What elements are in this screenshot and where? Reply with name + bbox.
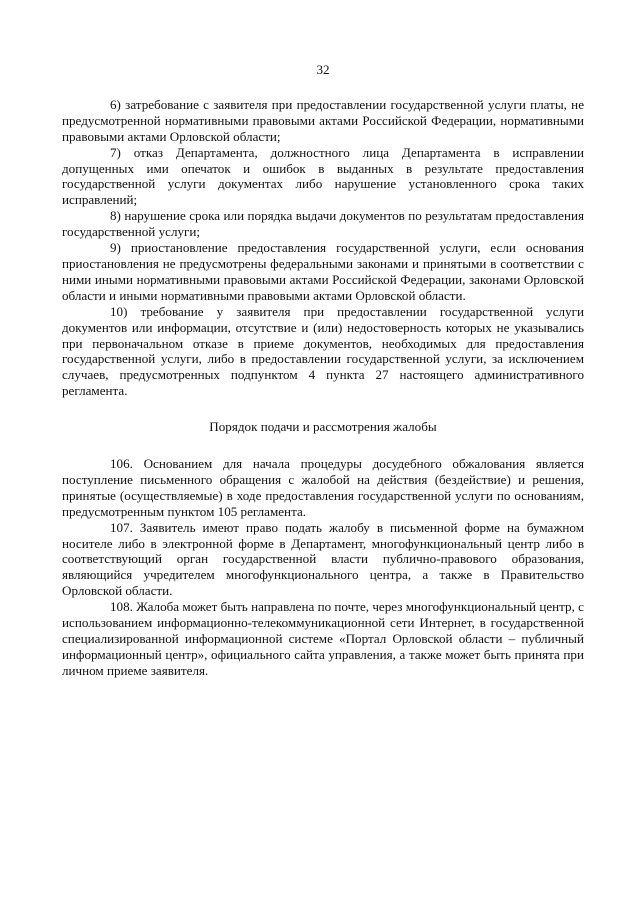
list-item-9: 9) приостановление предоставления государственной услуги, если основания приостановления не предусмотрены федеральными законами и принятыми в соответствии с ними иными нормативными правовыми актами Российской Федерации, законами Орловской области и иными нормативными правовыми актами Орловской области. <box>62 240 584 303</box>
paragraph-106: 106. Основанием для начала процедуры досудебного обжалования является поступление письменного обращения с жалобой на действия (бездействие) и решения, принятые (осуществляемые) в ходе предоставления государственной услуги по основаниям, предусмотренным пунктом 105 регламента. <box>62 456 584 519</box>
list-item-6: 6) затребование с заявителя при предоставлении государственной услуги платы, не предусмотренной нормативными правовыми актами Российской Федерации, нормативными правовыми актами Орловской области; <box>62 96 584 144</box>
paragraph-108: 108. Жалоба может быть направлена по почте, через многофункциональный центр, с использованием информационно-телекоммуникационной сети Интернет, в государственной специализированной информационной системе «Портал Орловской области – публичный информационный центр», официального сайта управления, а также может быть принята при личном приеме заявителя. <box>62 599 584 678</box>
page-number: 32 <box>316 62 330 77</box>
section-heading: Порядок подачи и рассмотрения жалобы <box>209 419 437 435</box>
list-item-7: 7) отказ Департамента, должностного лица Департамента в исправлении допущенных ими опечаток и ошибок в выданных в результате предоставления государственной услуги документах либо нарушение установленного срока таких исправлений; <box>62 144 584 208</box>
list-item-10: 10) требование у заявителя при предоставлении государственной услуги документов или информации, отсутствие и (или) недостоверность которых не указывались при первоначальном отказе в приеме документов, необходимых для предоставления государственной услуги, либо в предоставлении государственной услуги, за исключением случаев, предусмотренных подпунктом 4 пункта 27 настоящего административного регламента. <box>62 303 584 399</box>
list-item-8: 8) нарушение срока или порядка выдачи документов по результатам предоставления государственной услуги; <box>62 208 584 240</box>
paragraph-107: 107. Заявитель имеют право подать жалобу в письменной форме на бумажном носителе либо в электронной форме в Департамент, многофункциональный центр либо в соответствующий орган государственной власти публично-правового образования, являющийся учредителем многофункционального центра, а также в Правительство Орловской области. <box>62 519 584 599</box>
document-page <box>62 62 584 679</box>
